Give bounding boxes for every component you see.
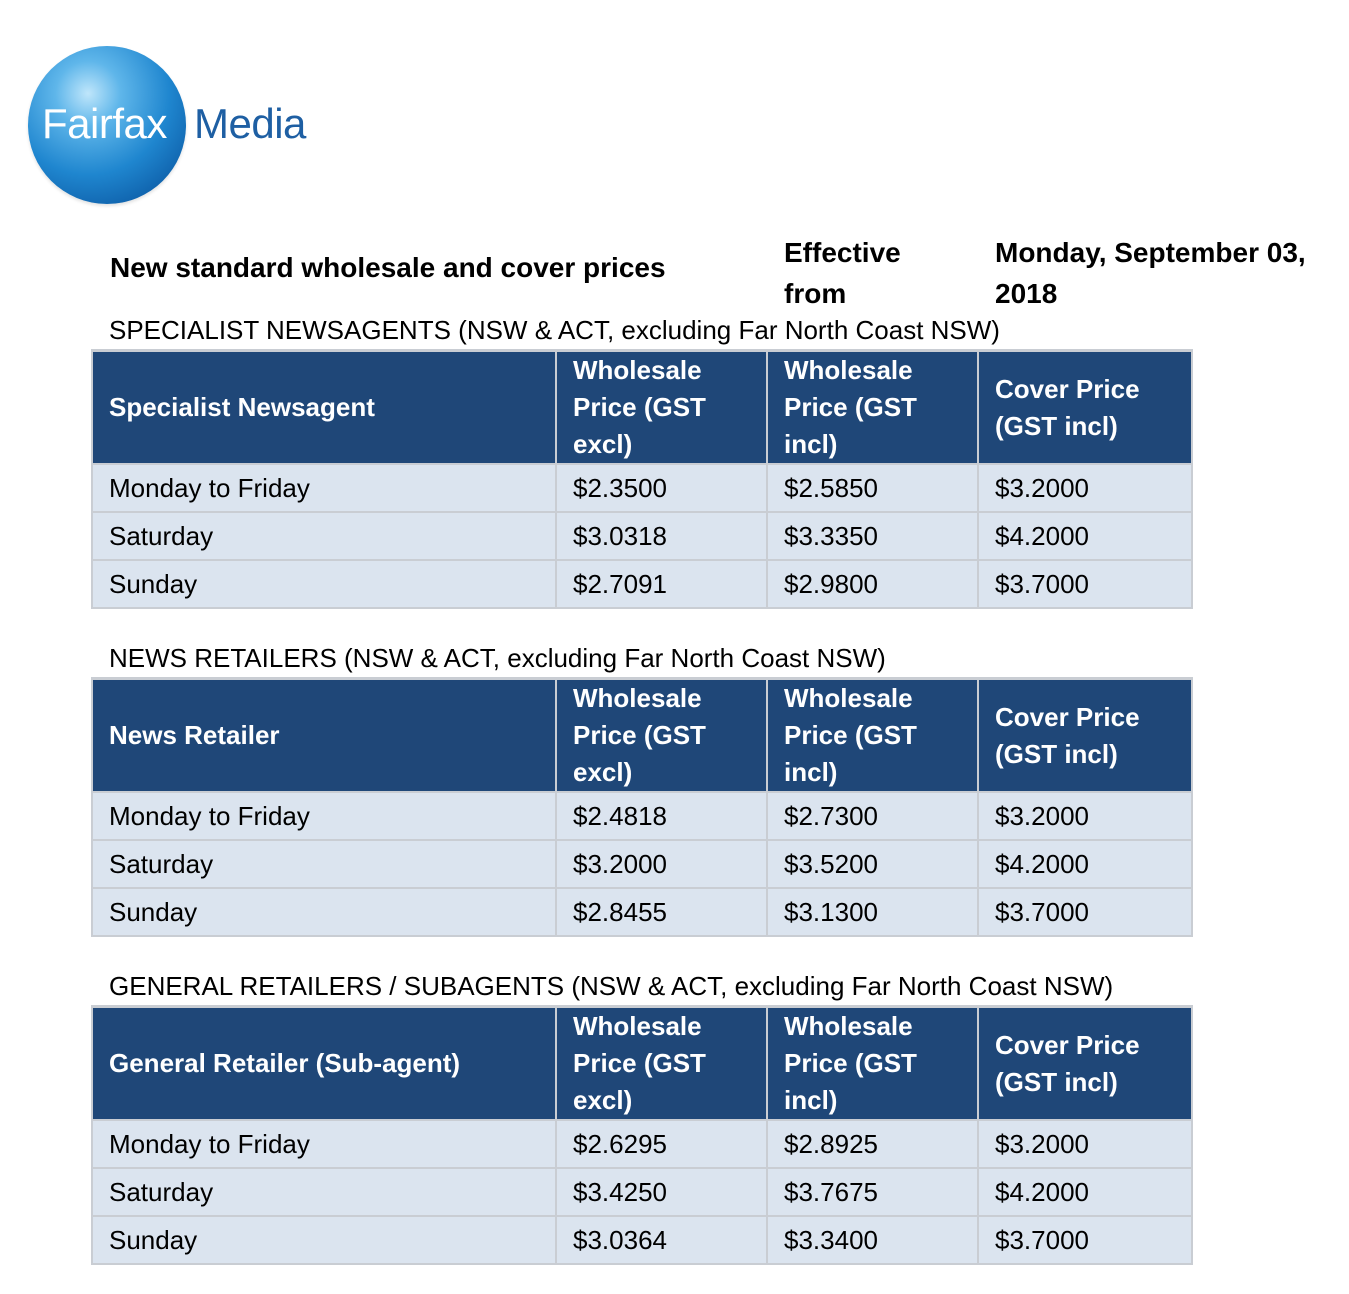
price-table-news-retailers [91,677,1193,937]
page-title: New standard wholesale and cover prices [110,252,666,283]
price-table-general-retailers [91,1005,1193,1265]
wholesale-excl-value: $2.6295 [556,1120,767,1168]
wholesale-excl-value: $3.0318 [556,512,767,560]
table-row [92,792,1192,840]
wholesale-excl-value: $2.8455 [556,888,767,936]
cover-price-value: $4.2000 [978,1168,1192,1216]
column-header-category: News Retailer [92,679,556,793]
table-header-row [92,1007,1192,1121]
wholesale-excl-value: $3.0364 [556,1216,767,1264]
section-title-general-retailers: GENERAL RETAILERS / SUBAGENTS (NSW & ACT, excluding Far North Coast NSW) [109,971,1114,1001]
wholesale-incl-value: $2.5850 [767,464,978,512]
price-table-specialist-newsagents [91,349,1193,609]
logo-word-fairfax: Fairfax [42,100,167,147]
column-header-cover-price: Cover Price (GST incl) [978,351,1192,465]
table-row [92,1120,1192,1168]
wholesale-incl-value: $3.7675 [767,1168,978,1216]
wholesale-incl-value: $3.1300 [767,888,978,936]
table-header-row [92,679,1192,793]
wholesale-excl-value: $2.3500 [556,464,767,512]
logo-word-media: Media [194,100,306,147]
row-day: Saturday [92,1168,556,1216]
cover-price-value: $3.7000 [978,560,1192,608]
table-row [92,560,1192,608]
column-header-wholesale-excl: Wholesale Price (GST excl) [556,1007,767,1121]
row-day: Monday to Friday [92,1120,556,1168]
cover-price-value: $4.2000 [978,840,1192,888]
wholesale-excl-value: $2.7091 [556,560,767,608]
row-day: Sunday [92,888,556,936]
column-header-wholesale-incl: Wholesale Price (GST incl) [767,679,978,793]
section-title-specialist-newsagents: SPECIALIST NEWSAGENTS (NSW & ACT, excluding Far North Coast NSW) [109,315,1000,345]
wholesale-incl-value: $2.9800 [767,560,978,608]
section-title-news-retailers: NEWS RETAILERS (NSW & ACT, excluding Far North Coast NSW) [109,643,886,673]
cover-price-value: $3.2000 [978,792,1192,840]
column-header-category: General Retailer (Sub-agent) [92,1007,556,1121]
table-header-row [92,351,1192,465]
wholesale-incl-value: $3.3350 [767,512,978,560]
cover-price-value: $4.2000 [978,512,1192,560]
row-day: Monday to Friday [92,792,556,840]
row-day: Saturday [92,840,556,888]
table-row [92,888,1192,936]
table-row [92,1168,1192,1216]
cover-price-value: $3.7000 [978,888,1192,936]
wholesale-incl-value: $2.8925 [767,1120,978,1168]
row-day: Saturday [92,512,556,560]
column-header-cover-price: Cover Price (GST incl) [978,679,1192,793]
row-day: Sunday [92,1216,556,1264]
effective-date: Monday, September 03, 2018 [995,237,1306,309]
row-day: Monday to Friday [92,464,556,512]
column-header-cover-price: Cover Price (GST incl) [978,1007,1192,1121]
table-row [92,1216,1192,1264]
row-day: Sunday [92,560,556,608]
table-row [92,512,1192,560]
wholesale-excl-value: $3.4250 [556,1168,767,1216]
column-header-wholesale-excl: Wholesale Price (GST excl) [556,679,767,793]
table-row [92,464,1192,512]
table-row [92,840,1192,888]
wholesale-incl-value: $3.5200 [767,840,978,888]
wholesale-excl-value: $2.4818 [556,792,767,840]
column-header-category: Specialist Newsagent [92,351,556,465]
wholesale-incl-value: $2.7300 [767,792,978,840]
column-header-wholesale-incl: Wholesale Price (GST incl) [767,351,978,465]
wholesale-excl-value: $3.2000 [556,840,767,888]
column-header-wholesale-incl: Wholesale Price (GST incl) [767,1007,978,1121]
cover-price-value: $3.2000 [978,464,1192,512]
wholesale-incl-value: $3.3400 [767,1216,978,1264]
effective-label: Effective from [784,237,901,309]
cover-price-value: $3.7000 [978,1216,1192,1264]
cover-price-value: $3.2000 [978,1120,1192,1168]
column-header-wholesale-excl: Wholesale Price (GST excl) [556,351,767,465]
fairfax-media-logo [28,46,328,206]
